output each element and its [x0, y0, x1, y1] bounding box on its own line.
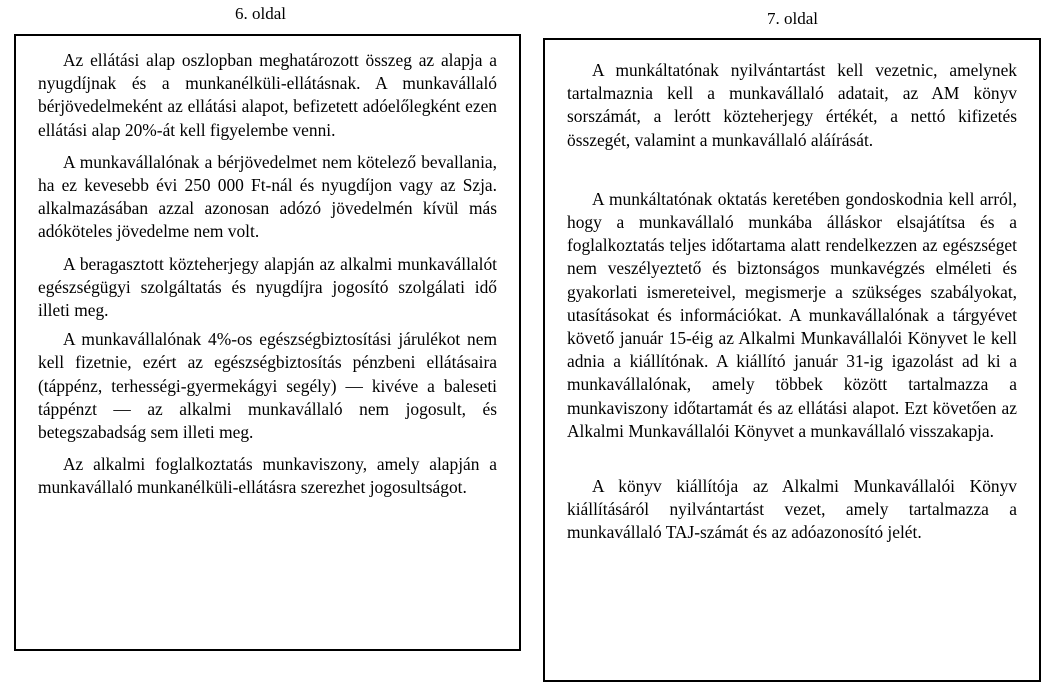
paragraph-kozteherjegy: A beragasztott közteherjegy alapján az alkalmi munkavállalót egészségügyi szolgáltatás és nyugdíjra jogosító szolgálati idő illeti meg. [38, 253, 497, 321]
paragraph-berjovedelem-bevallas: A munkavállalónak a bérjövedelmet nem kötelező bevallania, ha ez kevesebb évi 250 000 Ft-nál és nyugdíjon vagy az Szja. alkalmazásában azzal azonosan adózó jövedelmén kívül más adóköteles jövedelme nem volt. [38, 151, 497, 242]
paragraph-munkaviszony: Az alkalmi foglalkoztatás munkaviszony, amely alapján a munkavállaló munkanélküli-ellátásra szerezhet jogosultságot. [38, 454, 497, 498]
page-left-frame [14, 34, 521, 651]
paragraph-ellatasi-alap: Az ellátási alap oszlopban meghatározott összeg az alapja a nyugdíjnak és a munkanélküli-ellátásnak. A munkavállaló bérjövedelmeként az ellátási alapot, befizetett adóelőlegként ezen ellátási alap 20%-át kell figyelembe venni. [38, 50, 497, 140]
paragraph-nyilvantartas: A munkáltatónak nyilvántartást kell vezetnic, amelynek tartalmaznia kell a munkavállaló adatait, az AM könyv sorszámát, a lerótt közteherjegy értékét, a nettó kifizetés összegét, valamint a munkavállaló aláírását. [567, 60, 1017, 150]
page-number-left: 6. oldal [235, 4, 286, 23]
paragraph-egeszsegbiztositas: A munkavállalónak 4%-os egészségbiztosítási járulékot nem kell fizetnie, ezért az egészségbiztosítás pénzbeni ellátásaira (táppénz, terhességi-gyermekágyi segély) — kivéve a baleseti táppénzt — az alkalmi munkavállaló nem jogosult, és betegszabadság sem illeti meg. [38, 329, 497, 443]
paragraph-kiallito-nyilvantartas: A könyv kiállítója az Alkalmi Munkavállalói Könyv kiállításáról nyilvántartást vezet, amely tartalmazza a munkavállaló TAJ-számát és az adóazonosító jelét. [567, 476, 1017, 543]
page-number-right: 7. oldal [767, 9, 818, 28]
page-right-frame [543, 38, 1041, 682]
paragraph-oktatas: A munkáltatónak oktatás keretében gondoskodnia kell arról, hogy a munkavállaló munkába álláskor elsajátítsa és a foglalkoztatás teljes időtartama alatt rendelkezzen az egészséget nem veszélyeztető és biztonságos munkavégzés elméleti és gyakorlati ismereteivel, megismerje a szükséges szabályokat, utasításokat és információkat. A munkavállalónak a tárgyévet követő január 15-éig az Alkalmi Munkavállalói Könyvet le kell adnia a kiállítónak. A kiállító január 31-ig igazolást ad ki a munkavállalónak, amely többek között tartalmazza a munkaviszony időtartamát és az ellátási alapot. Ezt követően az Alkalmi Munkavállalói Könyvet a munkavállaló visszakapja. [567, 188, 1017, 441]
